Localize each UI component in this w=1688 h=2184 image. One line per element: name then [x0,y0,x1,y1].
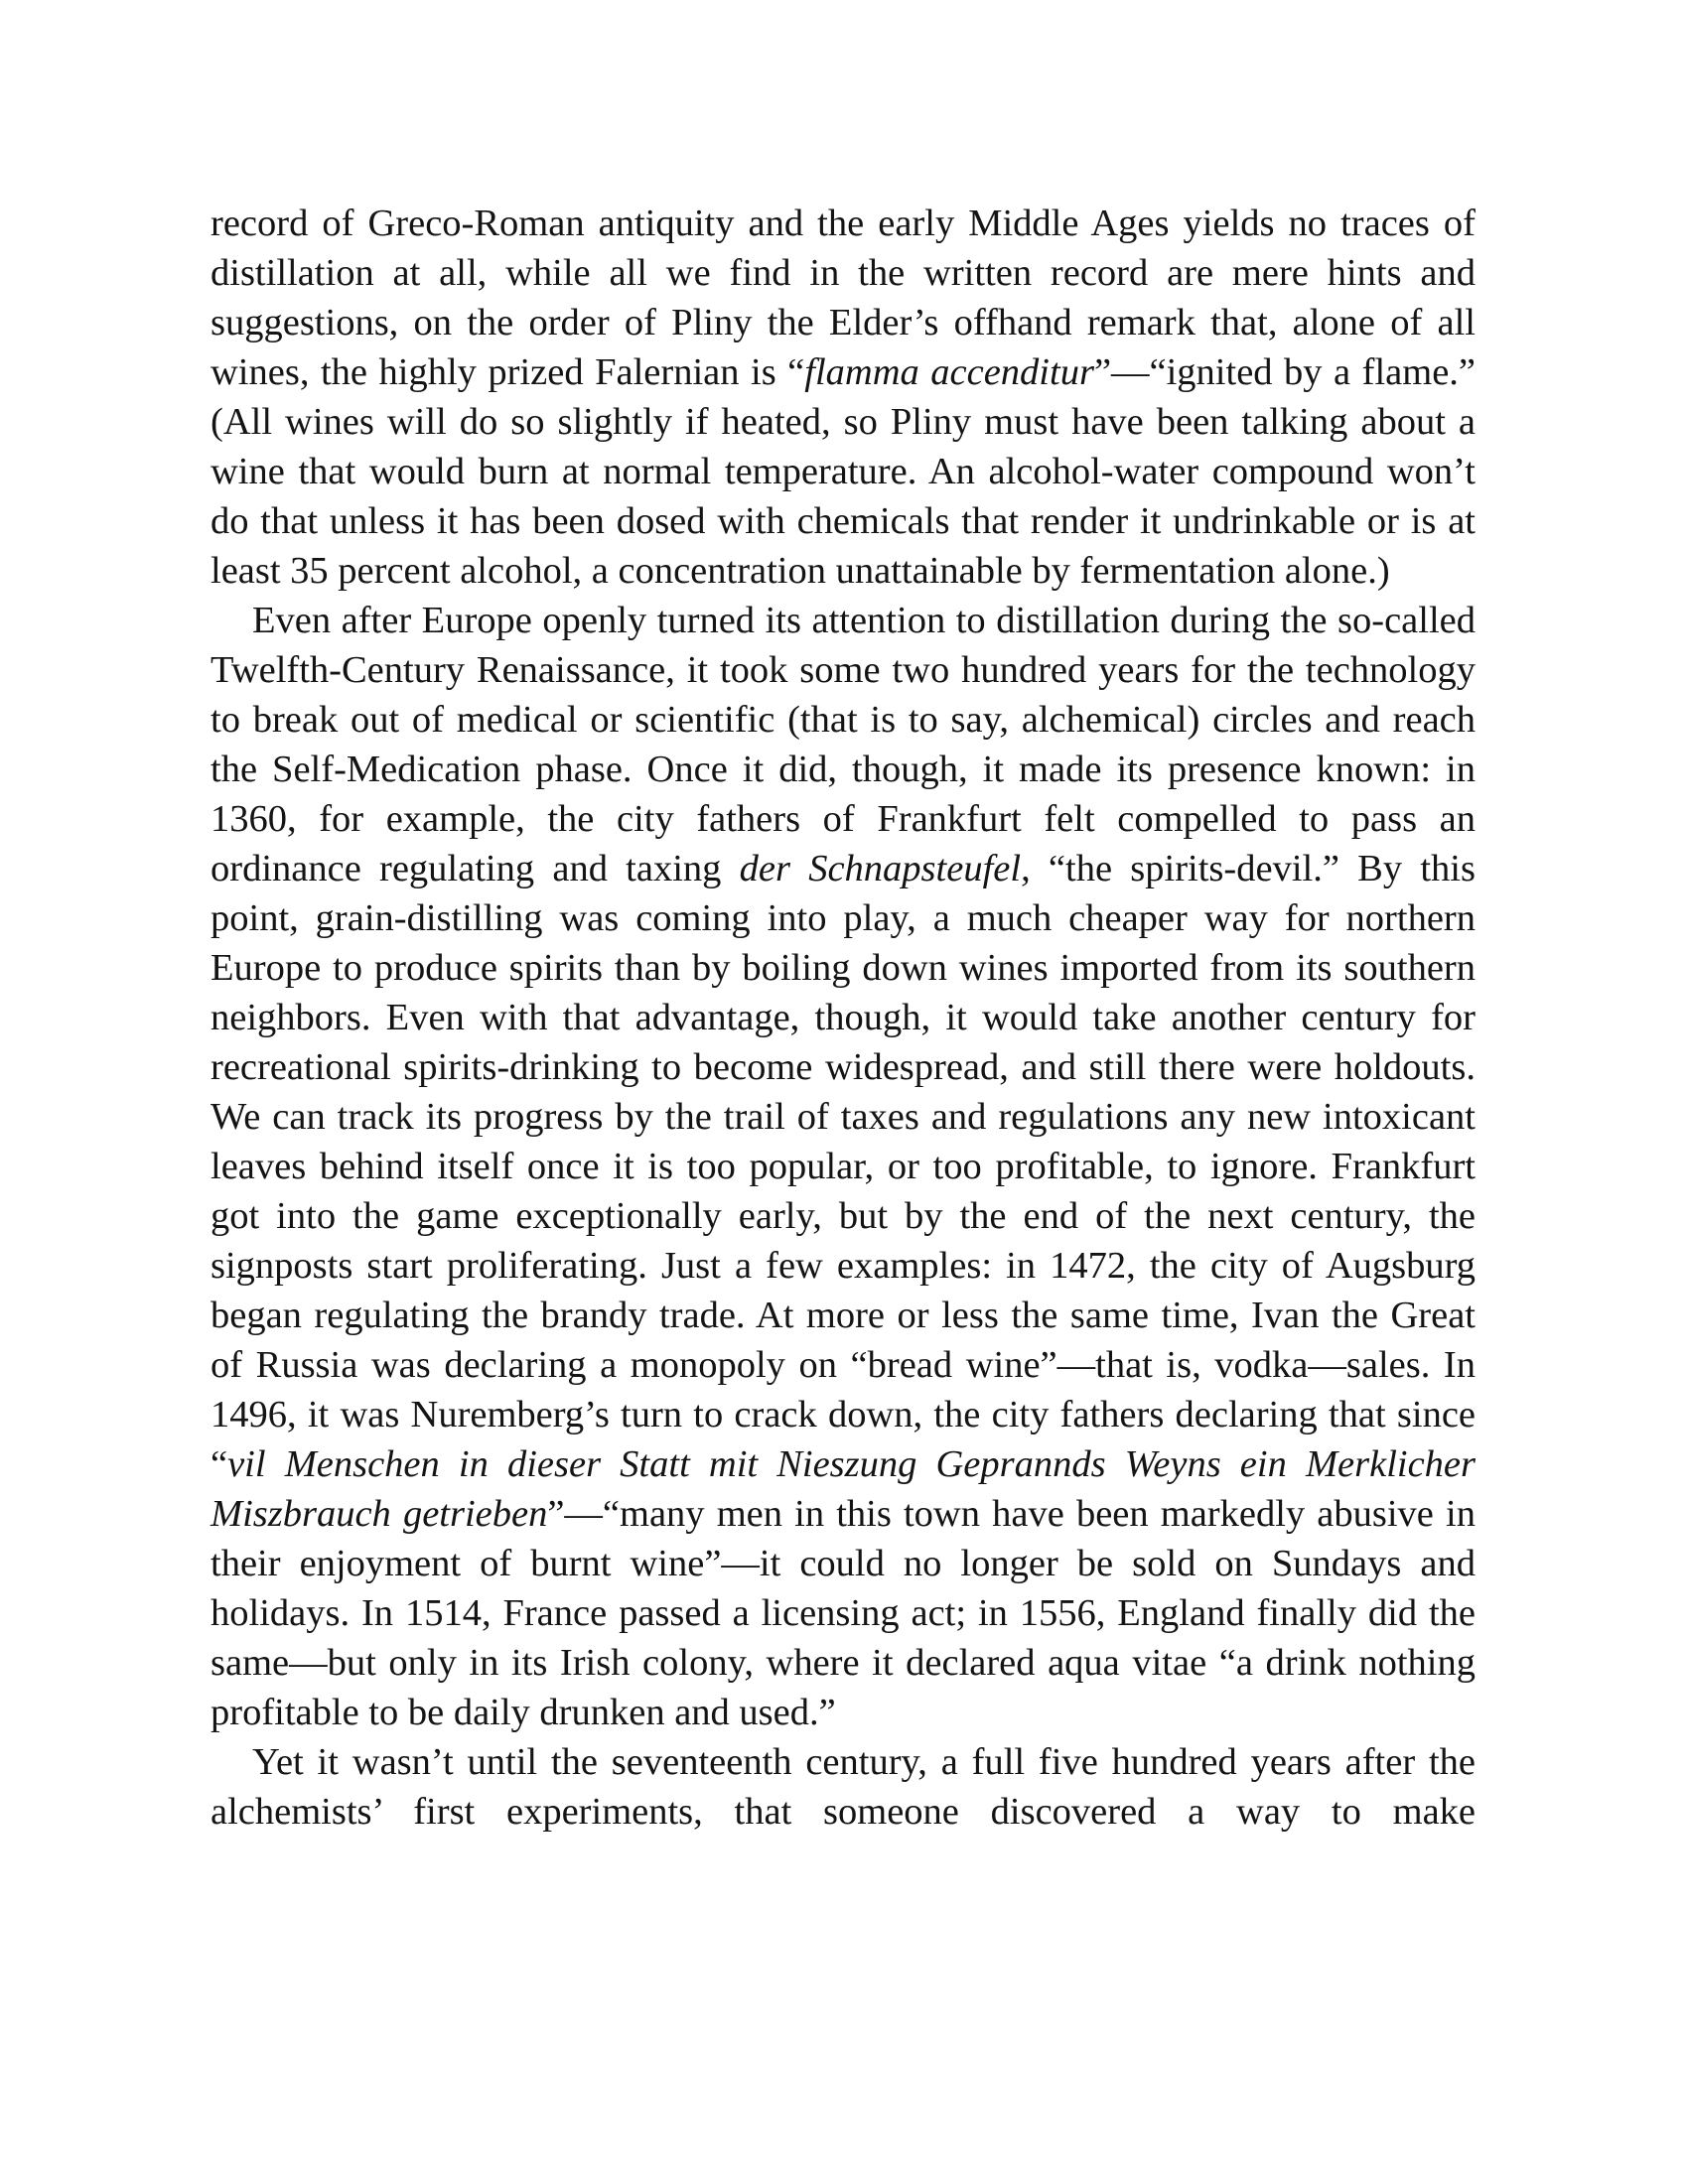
page-body [211,199,1476,1837]
text-run: ”—“many men in this town have been markedly abusive in their enjoyment of burnt wine”—it could no longer be sold on Sundays and holidays. In 1514, France passed a licensing act; in 1556, England finally did the same—but only in its Irish colony, where it declared aqua vitae “a drink nothing profitable to be daily drunken and used.” [211,1493,1476,1733]
italic-phrase: vil Menschen in dieser Statt mit Nieszung Geprannds Weyns ein Merklicher Miszbrauch getrieben [211,1443,1476,1535]
italic-phrase: flamma accenditur [804,351,1094,393]
text-run: record of Greco-Roman antiquity and the early Middle Ages yields no traces of distillation at all, while all we find in the written record are mere hints and suggestions, on the order of Pliny the Elder’s offhand remark that, alone of all wines, the highly prized Falernian is “ [211,203,1476,393]
text-run: ”—“ignited by a flame.” (All wines will do so slightly if heated, so Pliny must have been talking about a wine that would burn at normal temperature. An alcohol-water compound won’t do that unless it has been dosed with chemicals that render it undrinkable or is at least 35 percent alcohol, a concentration unattainable by fermentation alone.) [211,351,1477,592]
italic-phrase: der Schnapsteufel [739,848,1022,889]
paragraph-3 [211,1737,1476,1837]
text-run: , “the spirits-devil.” By this point, grain-distilling was coming into play, a much cheaper way for northern Europe to produce spirits than by boiling down wines imported from its southern neighbors. Even with that advantage, though, it would take another century for recreational spirits-drinking to become widespread, and still there were holdouts. We can track its progress by the trail of taxes and regulations any new intoxicant leaves behind itself once it is too popular, or too profitable, to ignore. Frankfurt got into the game exceptionally early, but by the end of the next century, the signposts start proliferating. Just a few examples: in 1472, the city of Augsburg began regulating the brandy trade. At more or less the same time, Ivan the Great of Russia was declaring a monopoly on “bread wine”—that is, vodka—sales. In 1496, it was Nuremberg’s turn to crack down, the city fathers declaring that since “ [211,848,1476,1485]
text-run: Even after Europe openly turned its attention to distillation during the so-called Twelfth-Century Renaissance, it took some two hundred years for the technology to break out of medical or scientific (that is to say, alchemical) circles and reach the Self-Medication phase. Once it did, though, it made its presence known: in 1360, for example, the city fathers of Frankfurt felt compelled to pass an ordinance regulating and taxing [211,600,1476,889]
paragraph-1 [211,199,1476,596]
paragraph-2 [211,596,1476,1737]
text-run: Yet it wasn’t until the seventeenth century, a full five hundred years after the alchemists’ first experiments, that someone discovered a way to make [211,1741,1476,1833]
